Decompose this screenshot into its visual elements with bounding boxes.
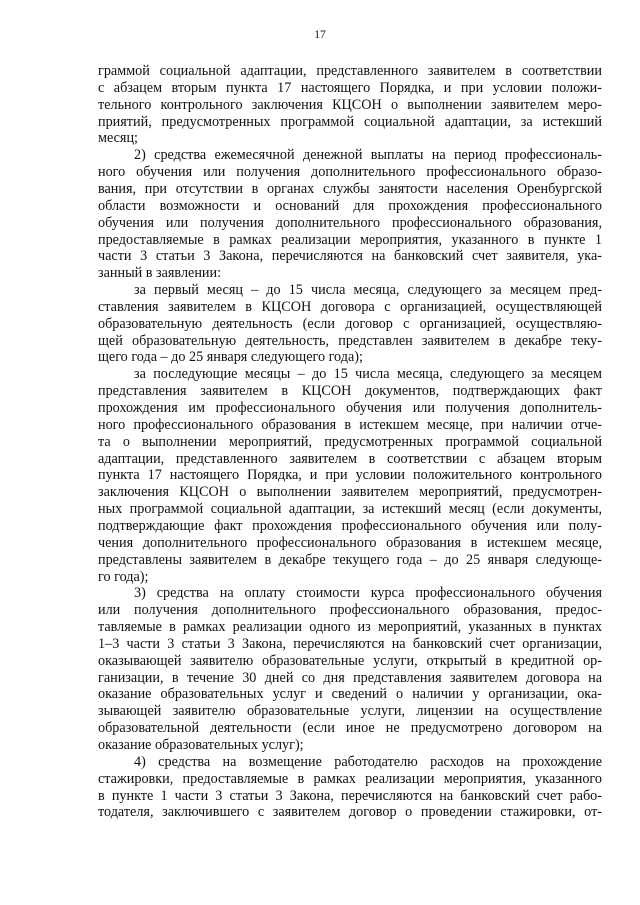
text-line: тельного контрольного заключения КЦСОН о выполнении заявителем меро-	[98, 96, 602, 113]
text-line: занный в заявлении:	[98, 265, 222, 282]
text-line: ставления заявителем в КЦСОН договора с организацией, осуществляющей	[98, 298, 602, 315]
text-line: образовательной деятельности (если иное не предусмотрено договором на	[98, 720, 602, 737]
text-line: ного обучения или получения дополнительного профессионального образо-	[98, 164, 602, 181]
text-line: адаптации, представленного заявителем в соответствии с абзацем вторым	[98, 450, 602, 467]
text-line: с абзацем вторым пункта 17 настоящего Порядка, и при условии положи-	[98, 79, 602, 96]
text-line: щей образовательную деятельность, представлен заявителем в декабре теку-	[98, 332, 602, 349]
text-line: зывающей заявителю образовательные услуги, лицензии на осуществление	[98, 703, 602, 720]
text-line: 2) средства ежемесячной денежной выплаты на период профессиональ-	[134, 147, 602, 164]
text-line: части 3 статьи 3 Закона, перечисляются на банковский счет заявителя, ука-	[98, 248, 602, 265]
text-line: заключения КЦСОН о выполнении заявителем мероприятий, предусмотрен-	[98, 484, 602, 501]
text-line: или получения дополнительного профессионального образования, предос-	[98, 602, 602, 619]
text-line: щего года – до 25 января следующего года);	[98, 349, 363, 366]
text-line: приятий, предусмотренных программой социальной адаптации, за истекший	[98, 113, 602, 130]
text-line: в пункте 1 части 3 статьи 3 Закона, перечисляются на банковский счет рабо-	[98, 787, 602, 804]
text-line: чения дополнительного профессионального образования в истекшем месяце,	[98, 534, 602, 551]
text-line: за первый месяц – до 15 числа месяца, следующего за месяцем пред-	[134, 282, 602, 299]
text-line: го года);	[98, 568, 149, 585]
text-line: прохождения им профессионального обучения или получения дополнитель-	[98, 400, 602, 416]
text-line: ных программой социальной адаптации, за истекший месяц (если документы,	[98, 501, 602, 518]
text-line: области возможности и оснований для прохождения профессионального	[98, 197, 602, 214]
text-line: 1–3 части 3 статьи 3 Закона, перечисляются на банковский счет организации,	[98, 635, 602, 652]
text-line: 4) средства на возмещение работодателю расходов на прохождение	[134, 753, 602, 770]
text-line: тавляемые в рамках реализации одного из мероприятий, указанных в пунктах	[98, 619, 602, 636]
text-line: тодателя, заключившего с заявителем договор о проведении стажировки, от-	[98, 804, 602, 821]
text-line: за последующие месяцы – до 15 числа месяца, следующего за месяцем	[134, 366, 602, 383]
text-line: ного профессионального образования в истекшем месяце, при наличии отче-	[98, 416, 602, 433]
text-line: образовательную деятельность (если договор с организацией, осуществляю-	[98, 315, 602, 332]
text-line: обучения или получения дополнительного профессионального образования,	[98, 214, 602, 231]
text-line: оказывающей заявителю образовательные услуги, открытый в кредитной ор-	[98, 652, 602, 669]
text-line: месяц;	[98, 130, 138, 147]
text-line: стажировки, предоставляемые в рамках реализации мероприятия, указанного	[98, 770, 602, 787]
text-line: представлены заявителем в декабре текущего года – до 25 января следующе-	[98, 551, 602, 568]
page-number: 17	[314, 29, 326, 41]
text-line: вания, при отсутствии в органах службы занятости населения Оренбургской	[98, 180, 602, 197]
text-line: предоставляемые в рамках реализации мероприятия, указанного в пункте 1	[98, 231, 602, 248]
text-line: ганизации, в течение 30 дней со дня представления заявителем договора на	[98, 669, 602, 686]
text-line: оказание образовательных услуг);	[98, 737, 304, 753]
text-line: оказание образовательных услуг и сведений о наличии у организации, ока-	[98, 686, 602, 703]
text-line: граммой социальной адаптации, представленного заявителем в соответствии	[98, 63, 602, 79]
text-line: подтверждающие факт прохождения профессионального обучения или полу-	[98, 517, 602, 534]
text-line: пункта 17 настоящего Порядка, и при условии положительного контрольного	[98, 467, 602, 484]
text-line: та о выполнении мероприятий, предусмотренных программой социальной	[98, 433, 602, 450]
text-line: 3) средства на оплату стоимости курса профессионального обучения	[134, 585, 602, 602]
text-line: представления заявителем в КЦСОН документов, подтверждающих факт	[98, 383, 602, 400]
